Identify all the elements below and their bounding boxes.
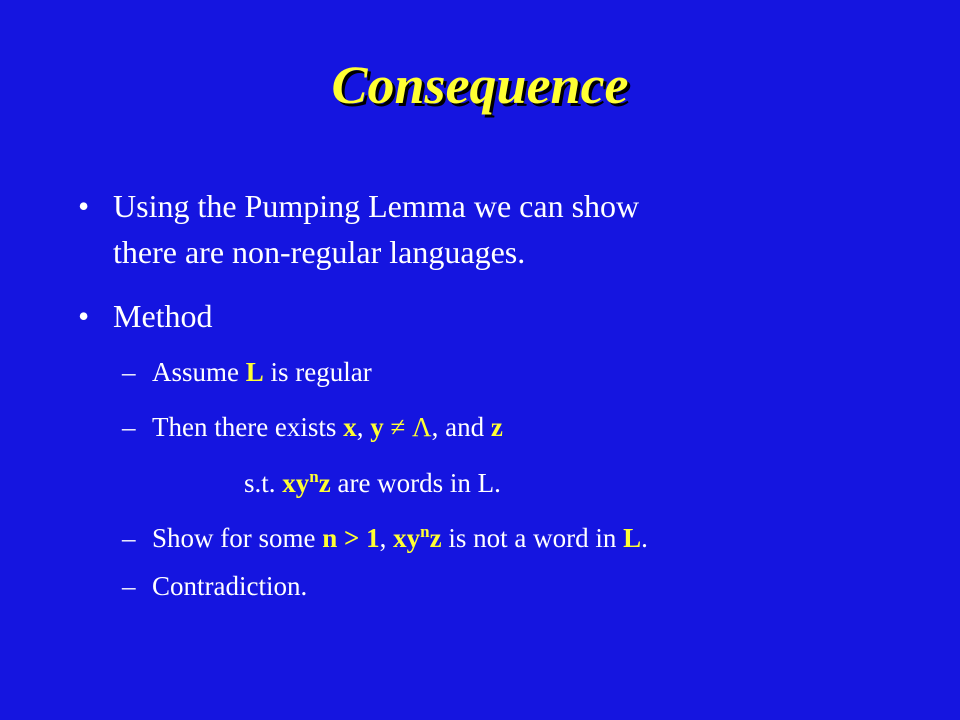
symbol-neq: ≠ xyxy=(383,412,413,442)
bullet-line-2: there are non-regular languages. xyxy=(113,234,526,270)
sub-text: , xyxy=(356,412,371,442)
sub-item-then-exists xyxy=(122,409,503,445)
symbol-z: z xyxy=(490,412,503,442)
bullet-text xyxy=(78,183,873,275)
superscript-n: n xyxy=(309,467,319,486)
bullet-text: Method xyxy=(113,298,213,334)
condition-n-gt-1: n > 1 xyxy=(322,523,380,553)
symbol-xy: xy xyxy=(393,523,421,553)
symbol-y: y xyxy=(370,412,384,442)
bullet-marker: • xyxy=(78,188,90,224)
sub-text: s.t. xyxy=(244,468,283,498)
symbol-L: L xyxy=(245,357,264,387)
superscript-n: n xyxy=(420,522,430,541)
bullet-method xyxy=(78,293,873,339)
dash-marker: – xyxy=(122,571,136,601)
sub-text: is not a word in xyxy=(441,523,624,553)
sub-item-show xyxy=(122,520,648,556)
dash-marker: – xyxy=(122,357,136,387)
sub-text: . xyxy=(641,523,648,553)
bullet-marker: • xyxy=(78,298,90,334)
sub-item-assume xyxy=(122,354,372,390)
sub-item-contradiction xyxy=(122,568,307,604)
bullet-pumping-lemma xyxy=(78,183,873,275)
sub-text: is regular xyxy=(263,357,372,387)
dash-marker: – xyxy=(122,412,136,442)
symbol-z: z xyxy=(429,523,442,553)
sub-text: Show for some xyxy=(152,523,323,553)
symbol-lambda: Λ xyxy=(412,412,432,442)
sub-text: Contradiction. xyxy=(152,571,308,601)
sub-text: Then there exists xyxy=(152,412,344,442)
sub-text: , and xyxy=(431,412,491,442)
sub-item-such-that xyxy=(244,465,501,501)
dash-marker: – xyxy=(122,523,136,553)
sub-text: are words in L. xyxy=(330,468,501,498)
sub-text: , xyxy=(379,523,394,553)
symbol-x: x xyxy=(343,412,357,442)
symbol-xy: xy xyxy=(282,468,310,498)
symbol-L: L xyxy=(623,523,642,553)
sub-text: Assume xyxy=(152,357,246,387)
bullet-line-1: Using the Pumping Lemma we can show xyxy=(113,188,640,224)
slide-title: Consequence xyxy=(331,55,629,115)
symbol-z: z xyxy=(318,468,331,498)
